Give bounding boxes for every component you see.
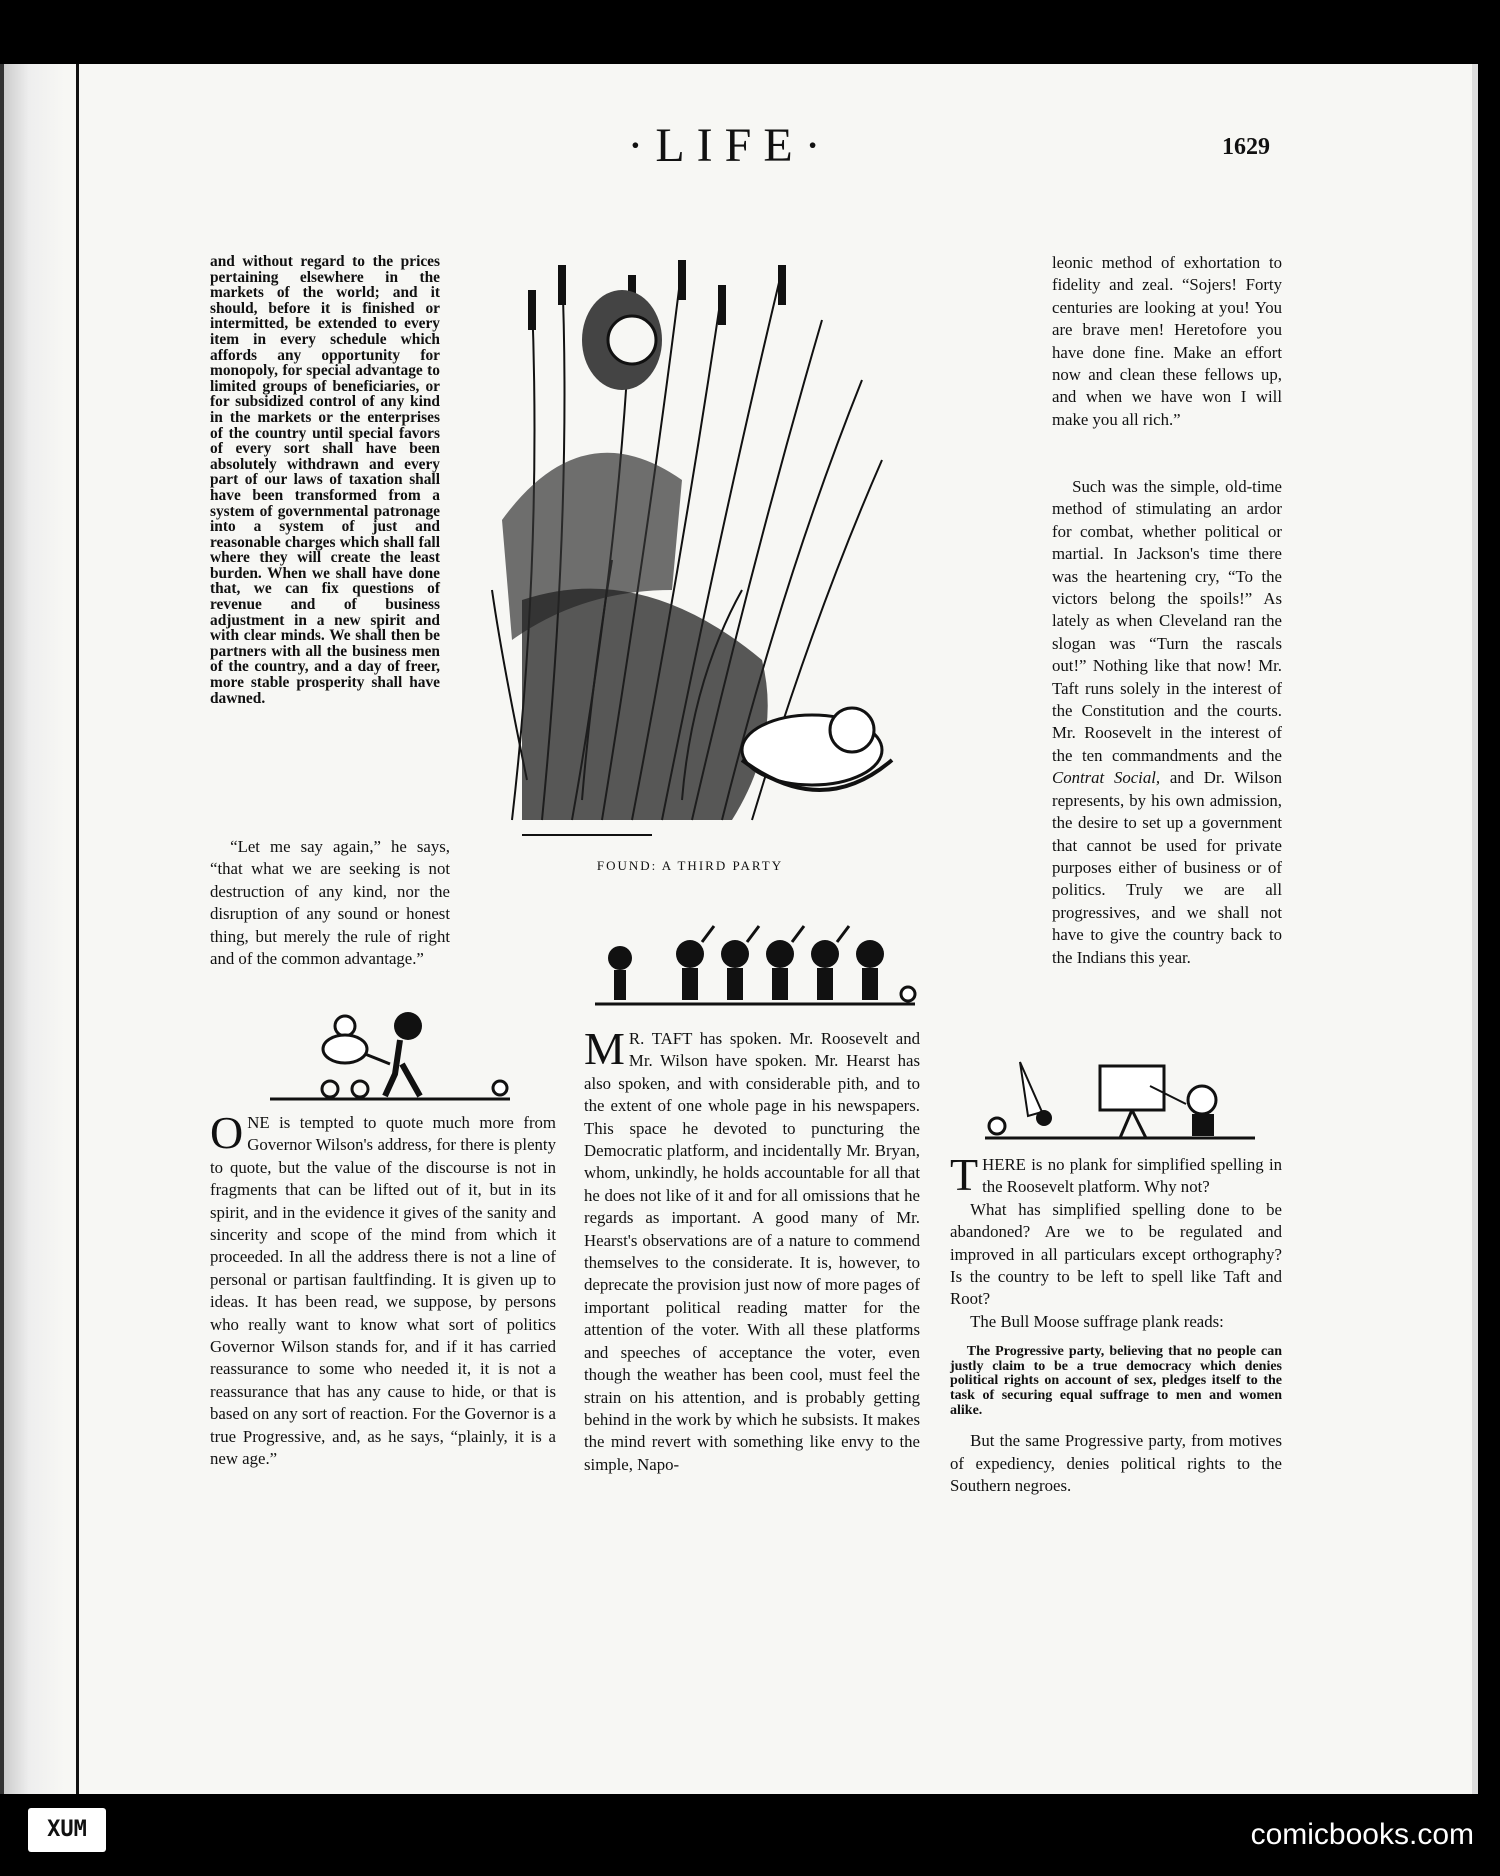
col1-small-text	[210, 254, 440, 706]
one-paragraph-text: NE is tempted to quote much more from Governor Wilson's address, for there is plenty to quote, but the value of the discourse is not in fragments that can be lifted out of it, but in its spirit, and in the evidence it gives of the sanity and sincerity and scope of the mind from which it proceeded. In all the address there is not a line of personal or partisan faultfinding. It is given up to ideas. It has been read, we suppose, by persons who really want to know what sort of politics Governor Wilson stands for, and if it has carried reassurance to some who needed it, it is not a reassurance that has any cause to hide, or that is based on any sort of reaction. For the Governor is a true Progressive, and, as he says, “plainly, it is a new age.”	[210, 1113, 556, 1469]
col1-quote-paragraph	[210, 836, 560, 970]
dropcap-t: T	[950, 1149, 979, 1200]
taft-paragraph-text: R. TAFT has spoken. Mr. Roosevelt and Mr. Wilson have spoken. Mr. Hearst has also spoken, and with considerable pith, and to the extent of one whole page in his newspapers. This space he devoted to puncturing the Democratic platform, and incidentally Mr. Bryan, whom, unkindly, he holds accountable for all that he does not like of it and for all omissions that he regards as important. A good many of Mr. Hearst's observations are of a nature to commend themselves to the considerate. It is, however, to deprecate the provision just now of more pages of important political reading matter for the attention of the voter. With all these platforms and speeches of acceptance the voter, even though the weather has been cool, must feel the strain on his attention, and is probably getting behind in the work by which he subsists. It makes the mind revert with something like envy to the simple, Napo-	[584, 1029, 920, 1474]
xum-stamp: XUM	[28, 1808, 106, 1852]
marching-figures-cartoon	[590, 924, 920, 1008]
binding-line	[76, 64, 79, 1794]
watermark: comicbooks.com	[1250, 1818, 1474, 1851]
plank-intro-text: HERE is no plank for simplified spelling in the Roosevelt platform. Why not?	[982, 1155, 1282, 1197]
stroller-cartoon	[260, 1004, 520, 1104]
contrat-social-italic: Contrat Social,	[1052, 768, 1161, 788]
cartoon-caption: FOUND: A THIRD PARTY	[596, 858, 784, 873]
easel-cartoon	[980, 1060, 1260, 1146]
page-number: 1629	[1222, 134, 1270, 160]
spoils-paragraph	[950, 476, 1282, 969]
southern-negroes-paragraph: But the same Progressive party, from motives of expediency, denies political rights to the Southern negroes.	[950, 1431, 1282, 1496]
col1-one-paragraph	[210, 1107, 556, 1471]
third-party-cartoon	[482, 260, 902, 850]
simplified-spelling-paragraph: What has simplified spelling done to be abandoned? Are we to be regulated and improved in all particulars except orthography? Is the country to be left to spell like Taft and Root?	[950, 1199, 1282, 1309]
dropcap-o: O	[210, 1107, 244, 1158]
masthead: ·LIFE·	[627, 119, 833, 172]
col2-taft-paragraph	[584, 1023, 920, 1476]
col1-small-paragraph: and without regard to the prices pertaining elsewhere in the markets of the world; and it should, before it is finished or intermitted, be extended to every item in every schedule which affords any opportunity for monopoly, for special advantage to limited groups of beneficiaries, or for subsidized control of any kind in the markets or the enterprises of the country until special favors of every sort shall have been absolutely withdrawn and every part of our laws of taxation shall have been transformed from a system of governmental patronage into a system of just and reasonable charges which shall fall where they will create the least burden. When we shall have done that, we can fix questions of revenue and of business adjustment in a new spirit and with clear minds. We shall then be partners with all the business men of the country, and a day of freer, more stable prosperity shall have dawned.	[210, 253, 440, 707]
col3-upper-text	[1052, 252, 1282, 431]
col3-spoils-block	[950, 476, 1282, 969]
col3-lower-text	[950, 1149, 1282, 1497]
spoils-paragraph-end: and Dr. Wilson represents, by his own admission, the desire to set up a government that cannot be used for private purposes either of business or of politics. Truly we are all progressives, and we shall not have to give the country back to the Indians this year.	[1052, 768, 1282, 967]
suffrage-plank-paragraph: The Bull Moose suffrage plank reads:	[970, 1311, 1224, 1331]
dropcap-m: M	[584, 1023, 625, 1074]
quote-paragraph: “Let me say again,” he says, “that what we are seeking is not destruction of any kind, nor the disruption of any sound or honest thing, but merely the rule of right and of the common advantage.”	[210, 837, 450, 969]
napoleonic-paragraph: leonic method of exhortation to fidelity and zeal. “Sojers! Forty centuries are looking at you! You are brave men! Heretofore you have done fine. Make an effort now and clean these fellows up, and when we have won I will make you all rich.”	[1052, 253, 1282, 429]
spoils-paragraph-text: Such was the simple, old-time method of stimulating an ardor for combat, whether political or martial. In Jackson's time there was the heartening cry, “To the victors belong the spoils!” As lately as when Cleveland ran the slogan was “Turn the rascals out!” Nothing like that now! Mr. Taft runs solely in the interest of the Constitution and the courts. Mr. Roosevelt in the interest of the ten commandments and the	[1052, 477, 1282, 765]
page-binding	[0, 64, 84, 1794]
suffrage-plank-quote: The Progressive party, believing that no people can justly claim to be a true democracy which denies political rights on account of sex, pledges itself to the task of securing equal suffrage to men and women alike.	[950, 1344, 1282, 1418]
